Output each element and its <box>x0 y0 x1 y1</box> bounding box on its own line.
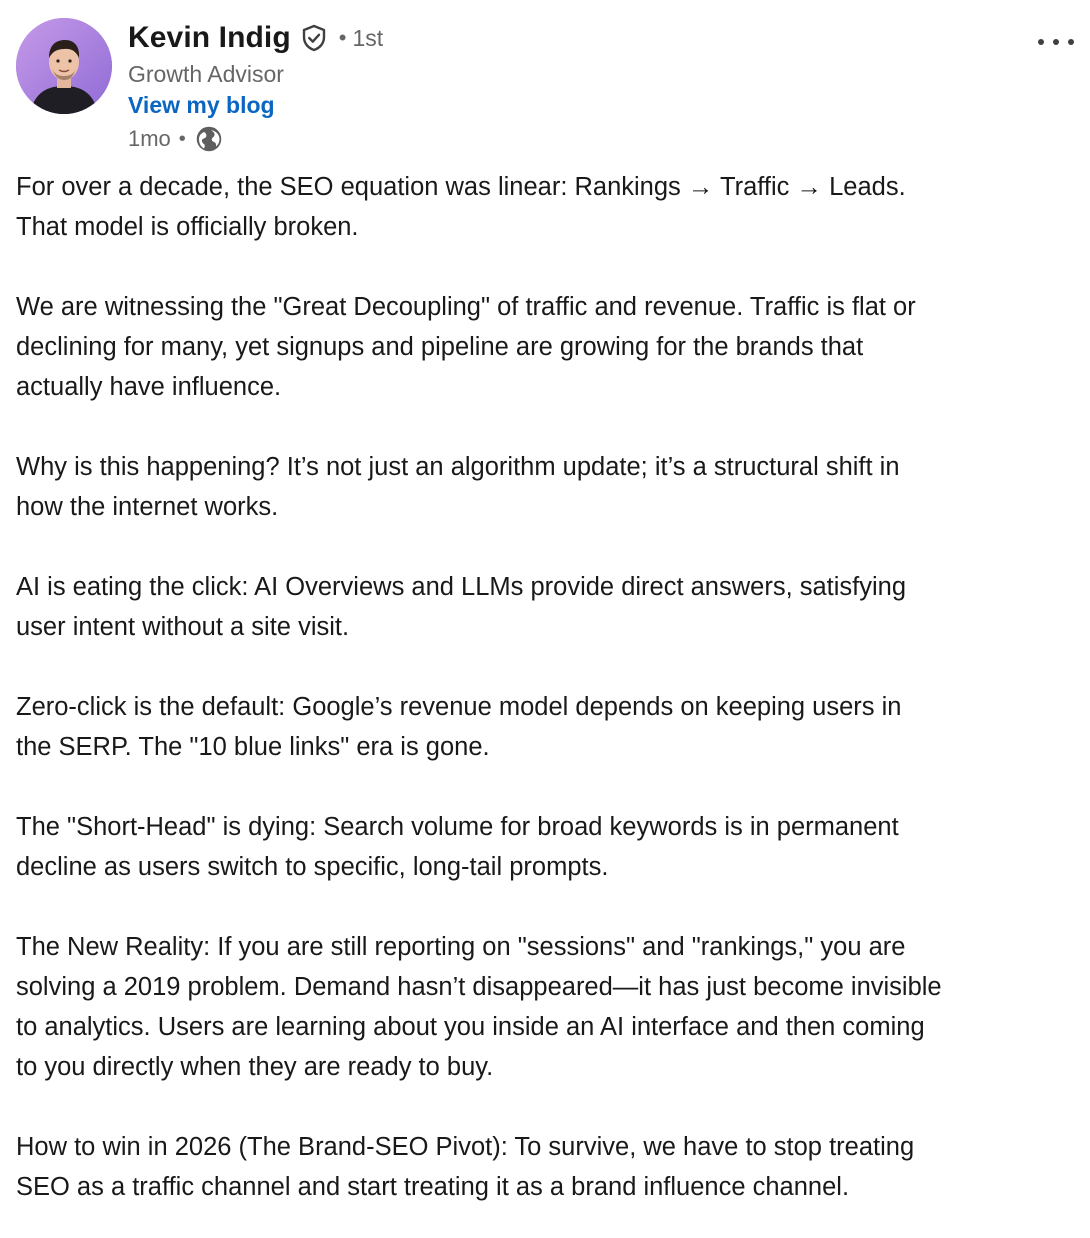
separator-dot: • <box>338 25 347 50</box>
post-time[interactable]: 1mo <box>128 126 171 151</box>
post-time-row <box>128 122 928 156</box>
author-meta <box>128 18 928 156</box>
connection-degree: 1st <box>352 24 384 51</box>
more-dot <box>1038 39 1044 45</box>
more-dot <box>1053 39 1059 45</box>
post-paragraph: Why is this happening? It’s not just an algorithm update; it’s a structural shift in how the internet works. <box>16 453 900 521</box>
more-horizontal-icon[interactable] <box>1038 32 1074 52</box>
verified-shield-icon <box>299 23 329 53</box>
globe-icon <box>196 126 222 152</box>
post-body <box>16 167 1076 1207</box>
name-row <box>128 18 928 58</box>
post-paragraph: The "Short-Head" is dying: Search volume for broad keywords is in permanent decline as users switch to specific, long-tail prompts. <box>16 813 899 881</box>
avatar-image <box>16 18 112 114</box>
post-paragraph: AI is eating the click: AI Overviews and LLMs provide direct answers, satisfying user intent without a site visit. <box>16 573 907 641</box>
post-paragraph: Zero-click is the default: Google’s revenue model depends on keeping users in the SERP. The "10 blue links" era is gone. <box>16 693 902 761</box>
post-paragraph: How to win in 2026 (The Brand-SEO Pivot): To survive, we have to stop treating SEO as a traffic channel and start treating it as a brand influence channel. <box>16 1133 915 1201</box>
view-blog-link[interactable]: View my blog <box>128 92 275 118</box>
post-paragraph: We are witnessing the "Great Decoupling" of traffic and revenue. Traffic is flat or declining for many, yet signups and pipeline are growing for the brands that actually have influence. <box>16 293 916 401</box>
more-dot <box>1068 39 1074 45</box>
post-paragraph: The New Reality: If you are still reporting on "sessions" and "rankings," you are solving a 2019 problem. Demand hasn’t disappeared—it has just become invisible to analytics. Users are learning about you inside an AI interface and then coming to you directly when they are ready to buy. <box>16 933 942 1081</box>
time-separator-dot: • <box>178 127 186 150</box>
avatar[interactable] <box>16 18 112 114</box>
post-paragraph: For over a decade, the SEO equation was linear: Rankings → Traffic → Leads. That model is officially broken. <box>16 173 906 241</box>
author-name[interactable]: Kevin Indig <box>128 21 291 54</box>
post-header <box>16 18 1074 154</box>
author-headline: Growth Advisor <box>128 61 284 87</box>
